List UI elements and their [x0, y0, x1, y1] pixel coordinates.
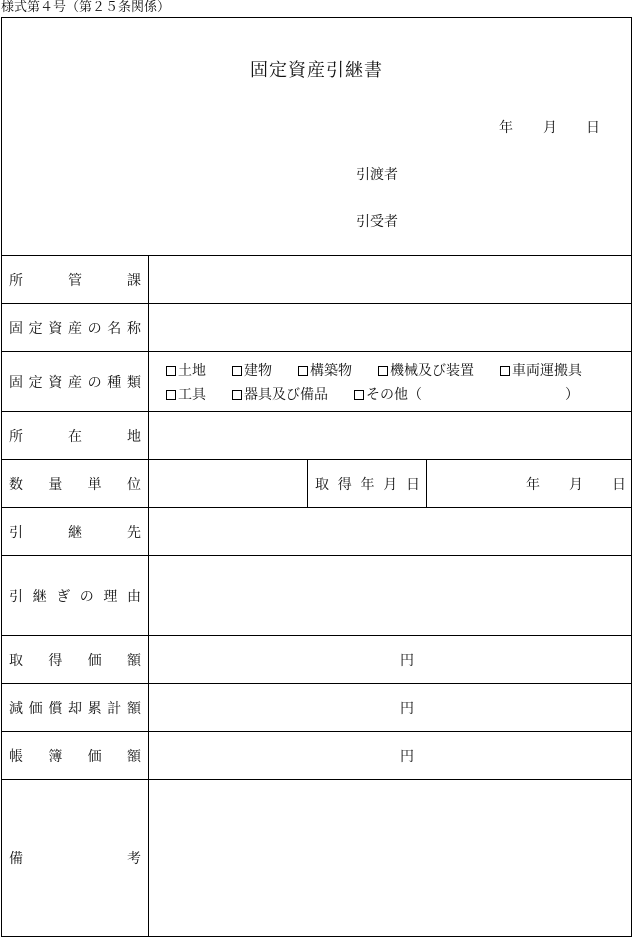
handover-to-field[interactable] [150, 508, 631, 555]
row-book-value [2, 732, 631, 780]
header-date-year: 年 [499, 120, 513, 136]
acq-date-year: 年 [526, 476, 540, 493]
row-handover-to [2, 508, 631, 556]
asset-type-options-line2 [166, 384, 422, 404]
label-asset-type-text: 固 定 資 産 の 種 類 [9, 374, 141, 391]
row-location [2, 412, 631, 460]
label-book-value-text: 帳 簿 価 額 [9, 748, 141, 765]
label-book-value [2, 732, 149, 779]
location-field[interactable] [150, 412, 631, 459]
label-asset-name-text: 固 定 資 産 の 名 称 [9, 320, 141, 337]
label-handover-to [2, 508, 149, 555]
asset-type-options-line1 [166, 360, 582, 380]
department-field[interactable] [150, 256, 631, 303]
label-acquisition-price [2, 636, 149, 683]
label-quantity-unit-text: 数 量 単 位 [9, 476, 141, 493]
label-acquisition-price-text: 取 得 価 額 [9, 652, 141, 669]
row-asset-type [2, 352, 631, 412]
header-date-day: 日 [586, 120, 600, 136]
label-reason-text: 引 継 ぎ の 理 由 [9, 588, 141, 605]
label-asset-type [2, 352, 149, 411]
acq-date-month: 月 [569, 476, 583, 493]
acquisition-price-yen: 円 [400, 652, 414, 669]
label-handover-to-text: 引 継 先 [9, 524, 141, 541]
label-department-text: 所 管 課 [9, 272, 141, 289]
row-department [2, 256, 631, 304]
label-location-text: 所 在 地 [9, 428, 141, 445]
form-number-caption: 様式第４号（第２５条関係） [1, 0, 171, 15]
book-value-yen: 円 [400, 748, 414, 765]
label-reason [2, 556, 149, 635]
checkbox-land[interactable]: 土地 [166, 360, 206, 380]
checkbox-tools[interactable]: 工具 [166, 384, 206, 404]
quantity-unit-field[interactable] [150, 460, 307, 507]
deliverer-label: 引渡者 [356, 167, 398, 183]
header-date-month: 月 [543, 120, 557, 136]
label-remarks [2, 780, 149, 936]
label-accumulated-depreciation-text: 減 価 償 却 累 計 額 [9, 700, 141, 717]
label-remarks-text: 備 考 [9, 851, 141, 867]
label-quantity-unit [2, 460, 149, 507]
checkbox-structure[interactable]: 構築物 [298, 360, 352, 380]
row-acquisition-price [2, 636, 631, 684]
asset-name-field[interactable] [150, 304, 631, 351]
divider [426, 460, 427, 507]
form-header [2, 18, 631, 256]
form-title: 固定資産引継書 [250, 60, 383, 81]
receiver-label: 引受者 [356, 214, 398, 230]
asset-transfer-form [1, 17, 632, 937]
label-accumulated-depreciation [2, 684, 149, 731]
row-quantity-unit [2, 460, 631, 508]
row-asset-name [2, 304, 631, 352]
row-reason [2, 556, 631, 636]
label-location [2, 412, 149, 459]
label-asset-name [2, 304, 149, 351]
other-close-paren: ） [565, 387, 579, 403]
row-accumulated-depreciation [2, 684, 631, 732]
acquisition-date-label: 取 得 年 月 日 [315, 476, 420, 493]
checkbox-building[interactable]: 建物 [232, 360, 272, 380]
row-remarks [2, 780, 631, 936]
checkbox-machinery[interactable]: 機械及び装置 [378, 360, 474, 380]
divider [307, 460, 308, 507]
remarks-field[interactable] [150, 780, 631, 936]
acq-date-day: 日 [612, 476, 626, 493]
checkbox-other[interactable]: その他（ [354, 384, 422, 404]
reason-field[interactable] [150, 556, 631, 635]
checkbox-fixtures[interactable]: 器具及び備品 [232, 384, 328, 404]
label-department [2, 256, 149, 303]
depreciation-yen: 円 [400, 700, 414, 717]
checkbox-vehicles[interactable]: 車両運搬具 [500, 360, 582, 380]
